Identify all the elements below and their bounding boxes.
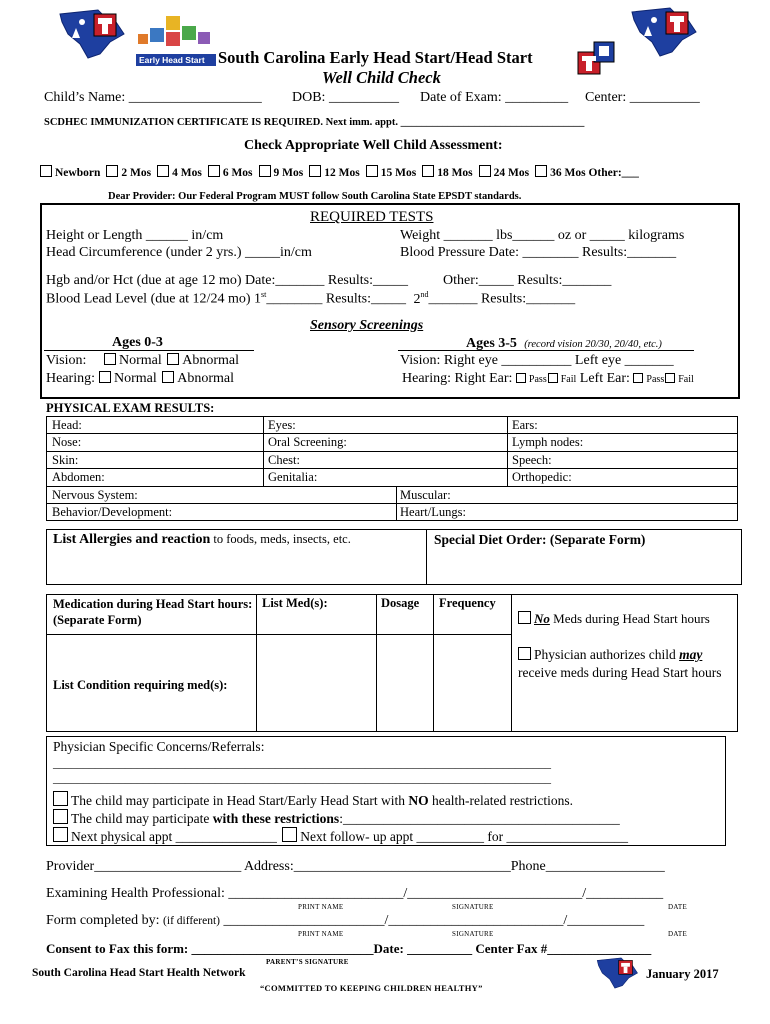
vision-abnormal-checkbox[interactable] [167, 353, 179, 365]
exam-oral-field[interactable]: Oral Screening: [268, 435, 347, 449]
checkbox[interactable] [259, 165, 271, 177]
table-row-line [46, 468, 738, 469]
immunization-note[interactable]: SCDHEC IMMUNIZATION CERTIFICATE IS REQUIRED. Next imm. appt. ___________________________________ [44, 117, 585, 128]
exam-heart-field[interactable]: Heart/Lungs: [400, 505, 466, 519]
right-ear-pass-label: Pass [528, 374, 547, 385]
ages-0-3-heading: Ages 0-3 [112, 335, 163, 350]
with-restrictions-text-c: :_________________________________________ [339, 811, 620, 826]
table-row-line [46, 486, 738, 487]
allergies-label-rest: to foods, meds, insects, etc. [210, 532, 351, 546]
no-meds-checkbox[interactable] [518, 611, 531, 624]
blood-lead-second-num: 2 [413, 291, 421, 307]
page-title: South Carolina Early Head Start/Head Start [218, 48, 533, 67]
allergies-label [53, 532, 351, 548]
no-meds-rest: Meds during Head Start hours [549, 611, 710, 626]
head-circumference-field[interactable]: Head Circumference (under 2 yrs.) _____in/cm [46, 245, 312, 260]
exam-genitalia-field[interactable]: Genitalia: [268, 470, 318, 484]
allergies-divider [426, 529, 427, 585]
examiner-date-caption: DATE [668, 903, 688, 911]
form-completed-row [46, 913, 644, 929]
next-followup-checkbox[interactable] [282, 827, 297, 842]
med-row-line [46, 634, 512, 635]
ordinal-first: st [261, 290, 267, 299]
exam-eyes-field[interactable]: Eyes: [268, 418, 296, 432]
hearing-normal-checkbox[interactable] [99, 371, 111, 383]
dob-field[interactable]: DOB: __________ [292, 90, 399, 105]
blood-lead-field[interactable] [46, 290, 575, 308]
page-subtitle: Well Child Check [322, 68, 441, 87]
sensory-heading: Sensory Screenings [310, 318, 424, 333]
blood-lead-label: Blood Lead Level (due at 12/24 mo) 1 [46, 291, 261, 307]
assessment-option-newborn[interactable]: Newborn [40, 165, 100, 179]
weight-field[interactable]: Weight _______ lbs______ oz or _____ kilograms [400, 228, 685, 243]
completed-signature-caption: SIGNATURE [452, 930, 494, 938]
assessment-option-2mos[interactable]: 2 Mos [106, 165, 151, 179]
hearing-normal-label: Normal [114, 371, 157, 386]
exam-chest-field[interactable]: Chest: [268, 453, 300, 467]
exam-skin-field[interactable]: Skin: [52, 453, 79, 467]
left-ear-pass-label: Pass [646, 374, 665, 385]
completed-date-caption: DATE [668, 930, 688, 938]
left-ear-fail-label: Fail [678, 374, 694, 385]
vision-normal-label: Normal [119, 353, 162, 368]
early-head-start-logo-text: Early Head Start [136, 54, 216, 66]
head-start-blocks-logo [574, 40, 618, 78]
with-restrictions-text-a: The child may participate [71, 811, 213, 826]
height-field[interactable]: Height or Length ______ in/cm [46, 228, 224, 243]
condition-label: List Condition requiring med(s): [53, 678, 228, 692]
ages-0-3-underline [44, 350, 254, 351]
exam-date-field[interactable]: Date of Exam: _________ [420, 90, 569, 105]
list-meds-header: List Med(s): [262, 596, 328, 610]
form-date-stamp: January 2017 [646, 967, 719, 981]
with-restrictions-checkbox[interactable] [53, 809, 68, 824]
dosage-header: Dosage [381, 596, 420, 610]
table-row-line [46, 433, 738, 434]
right-ear-fail-label: Fail [560, 374, 577, 385]
no-restrictions-text-c: health-related restrictions. [428, 793, 573, 808]
other-test-field[interactable]: Other:_____ Results:_______ [443, 273, 612, 288]
assessment-option-18mos[interactable]: 18 Mos [422, 165, 472, 179]
concerns-label: Physician Specific Concerns/Referrals: [53, 739, 265, 754]
network-name: South Carolina Head Start Health Network [32, 967, 246, 979]
exam-abdomen-field[interactable]: Abdomen: [52, 470, 105, 484]
with-restrictions-text-b: with these restrictions [212, 811, 340, 826]
assessment-option-6mos[interactable]: 6 Mos [208, 165, 253, 179]
examiner-signature-caption: SIGNATURE [452, 903, 494, 911]
provider-note: Dear Provider: Our Federal Program MUST follow South Carolina State EPSDT standards. [108, 191, 522, 202]
concerns-line-2[interactable]: ___________________________________________________________________________________ [53, 771, 551, 785]
checkbox[interactable] [422, 165, 434, 177]
med-divider [433, 594, 434, 732]
next-physical-field[interactable]: Next physical appt _______________ [71, 829, 277, 844]
physician-authorizes-option[interactable] [518, 646, 732, 682]
physician-authorizes-rest: receive meds during Head Start hours [518, 665, 722, 680]
checkbox[interactable] [309, 165, 321, 177]
no-restrictions-checkbox[interactable] [53, 791, 68, 806]
checkbox[interactable] [208, 165, 220, 177]
vision-label: Vision: [46, 353, 87, 368]
next-appt-row [53, 827, 628, 845]
ages-3-5-label: Ages 3-5 [466, 336, 517, 351]
blood-lead-result-2[interactable]: _______ Results:_______ [428, 291, 576, 307]
ordinal-second: nd [420, 290, 429, 299]
assessment-option-15mos[interactable]: 15 Mos [366, 165, 416, 179]
no-meds-no: No [534, 611, 550, 626]
hgb-field[interactable]: Hgb and/or Hct (due at age 12 mo) Date:_______ Results:_____ [46, 273, 408, 288]
examining-professional-field[interactable]: Examining Health Professional: _________________________/_________________________/___________ [46, 886, 664, 901]
checkbox[interactable] [366, 165, 378, 177]
blood-lead-result-1[interactable]: ________ Results:_____ [266, 291, 406, 307]
hearing-0-3-row [46, 371, 234, 387]
med-divider [376, 594, 377, 732]
vision-abnormal-label: Abnormal [182, 353, 240, 368]
examiner-print-name-caption: PRINT NAME [298, 903, 344, 911]
physician-authorizes-text: Physician authorizes child [534, 647, 680, 662]
assessment-option-36mos[interactable]: 36 Mos Other:___ [535, 165, 639, 179]
with-restrictions-option[interactable] [53, 809, 620, 827]
motto: “COMMITTED TO KEEPING CHILDREN HEALTHY” [260, 983, 483, 993]
hearing-abnormal-label: Abnormal [177, 371, 235, 386]
provider-field[interactable]: Provider_____________________ Address:_______________________________Phone_________________ [46, 859, 665, 874]
vision-3-5-field[interactable]: Vision: Right eye __________ Left eye _______ [400, 353, 674, 368]
hearing-label: Hearing: [46, 371, 95, 386]
next-followup-field[interactable]: Next follow- up appt __________ for __________________ [300, 829, 628, 844]
frequency-header: Frequency [439, 596, 496, 610]
checkbox[interactable] [479, 165, 491, 177]
blood-pressure-field[interactable]: Blood Pressure Date: ________ Results:_______ [400, 245, 677, 260]
vision-0-3-row [46, 353, 239, 369]
physician-authorizes-checkbox[interactable] [518, 647, 531, 660]
no-restrictions-text-a: The child may participate in Head Start/Early Head Start with [71, 793, 409, 808]
consent-fax-field[interactable]: Consent to Fax this form: ____________________________Date: __________ Center Fax #________________ [46, 941, 652, 956]
left-ear-pass-checkbox[interactable] [633, 373, 643, 383]
med-divider [511, 594, 512, 732]
if-different-label: (if different) [163, 915, 220, 927]
exam-nose-field[interactable]: Nose: [52, 435, 82, 449]
hearing-right-ear-label: Hearing: Right Ear: [402, 371, 513, 386]
form-completed-field[interactable]: _______________________/_________________________/___________ [223, 913, 645, 928]
center-field[interactable]: Center: __________ [585, 90, 700, 105]
checkbox[interactable] [40, 165, 52, 177]
parent-signature-caption: PARENT’S SIGNATURE [266, 958, 349, 966]
checkbox[interactable] [106, 165, 118, 177]
assessment-option-24mos[interactable]: 24 Mos [479, 165, 529, 179]
vision-normal-checkbox[interactable] [104, 353, 116, 365]
required-tests-heading: REQUIRED TESTS [310, 209, 434, 225]
no-restrictions-option[interactable] [53, 791, 573, 809]
checkbox[interactable] [157, 165, 169, 177]
med-divider [256, 594, 257, 732]
assessment-options [40, 165, 639, 179]
exam-head-field[interactable]: Head: [52, 418, 82, 432]
left-ear-fail-checkbox[interactable] [665, 373, 675, 383]
table-row-line [46, 503, 738, 504]
exam-muscular-field[interactable]: Muscular: [400, 488, 451, 502]
hearing-3-5-row [402, 371, 694, 387]
concerns-line-1[interactable]: ___________________________________________________________________________________ [53, 756, 551, 770]
sc-flag-logo-footer [596, 955, 640, 991]
checkbox[interactable] [535, 165, 547, 177]
exam-ears-field[interactable]: Ears: [512, 418, 538, 432]
next-physical-checkbox[interactable] [53, 827, 68, 842]
exam-orthopedic-field[interactable]: Orthopedic: [512, 470, 572, 484]
exam-behavior-field[interactable]: Behavior/Development: [52, 505, 173, 519]
medication-label: Medication during Head Start hours: (Separate Form) [53, 597, 253, 627]
special-diet-label: Special Diet Order: (Separate Form) [434, 532, 646, 547]
left-ear-label: Left Ear: [579, 371, 630, 386]
physician-authorizes-may: may [679, 647, 703, 662]
right-ear-pass-checkbox[interactable] [516, 373, 526, 383]
table-row-line [46, 451, 738, 452]
ages-3-5-note: (record vision 20/30, 20/40, etc.) [524, 339, 662, 350]
no-restrictions-no: NO [408, 793, 429, 808]
form-completed-label: Form completed by: [46, 913, 160, 928]
allergies-label-bold: List Allergies and reaction [53, 532, 211, 547]
hearing-abnormal-checkbox[interactable] [162, 371, 174, 383]
assessment-option-4mos[interactable]: 4 Mos [157, 165, 202, 179]
exam-speech-field[interactable]: Speech: [512, 453, 552, 467]
ages-3-5-underline [398, 350, 694, 351]
early-head-start-logo [136, 12, 216, 64]
assessment-heading: Check Appropriate Well Child Assessment: [244, 138, 503, 153]
child-name-field[interactable]: Child’s Name: ___________________ [44, 90, 262, 105]
exam-nervous-field[interactable]: Nervous System: [52, 488, 138, 502]
right-ear-fail-checkbox[interactable] [548, 373, 558, 383]
no-meds-option[interactable] [518, 611, 710, 627]
sc-flag-logo-right [630, 6, 700, 58]
assessment-option-9mos[interactable]: 9 Mos [259, 165, 304, 179]
sc-flag-logo-left [58, 8, 128, 60]
physical-exam-heading: PHYSICAL EXAM RESULTS: [46, 401, 215, 415]
assessment-option-12mos[interactable]: 12 Mos [309, 165, 359, 179]
completed-print-name-caption: PRINT NAME [298, 930, 344, 938]
exam-lymph-field[interactable]: Lymph nodes: [512, 435, 584, 449]
